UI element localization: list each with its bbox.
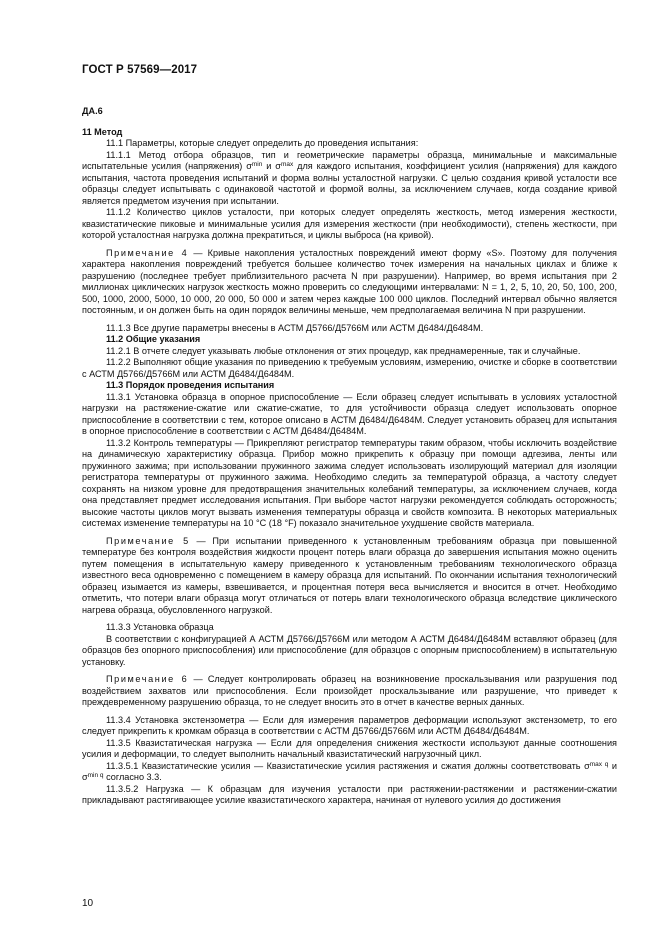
paragraph-11-3-2: 11.3.2 Контроль температуры — Прикрепляют регистратор температуры таким образом, чтобы исключить воздействие на динамическую характеристику образца. Прибор можно прикрепить к образцу при помощи адгезива, ленты или пружинного зажима; при использовании пружинного зажима следует использовать изолирующий материал для изоляции регистратора температуры от пружинного зажима. Необходимо следить за температурой образца, а частоту следует сохранять на низком уровне для предотвращения значительных колебаний температуры, за исключением случаев, когда она представляет предмет исследования испытания. При выборе частот нагрузки рекомендуется соблюдать осторожность; высокие частоты циклов могут вызвать изменения температуры образца и свойств композита. В некоторых материальных системах изменение температуры на 10 °С (18 °F) показало значительное ухудшение свойств материала. <box>82 437 617 528</box>
page-number: 10 <box>82 898 94 909</box>
paragraph-11-1-1: 11.1.1 Метод отбора образцов, тип и геометрические параметры образца, минимальные и максимальные испытательные усилия (напряжения) $\sigma^{min}$ и $\sigma^{max}$ для каждого испытания, коэффициент усилия (напряжения) для каждого испытания, частота проведения испытаний и форма волны усталостной нагрузки. С целью создания кривой усталости все образцы следует испытывать с одинаковой частотой и формой волны, за исключением случаев, когда создание кривой является предметом изучения при испытании. <box>82 149 617 206</box>
document-body <box>82 106 617 807</box>
note-4: Примечание 4 — Кривые накопления усталостных повреждений имеют форму «S». Поэтому для получения характера накопления повреждений требуется большее количество точек измерения на начальных циклах и ближе к разрушению (последнее требует приблизительного расчета N при разрушении). Например, во время испытания при 2 миллионах циклических нагрузок жесткость можно проверить со следующими интервалами: N = 1, 2, 5, 10, 20, 50, 100, 200, 500, 1000, 2000, 5000, 10 000, 20 000, 50 000 и затем через каждые 100 000 циклов. Последний интервал обычно является постоянным, и он должен быть на один порядок величины меньше, чем предполагаемая величина N при разрушении. <box>82 247 617 315</box>
paragraph-11-2-1: 11.2.1 В отчете следует указывать любые отклонения от этих процедур, как преднамеренные, так и случайные. <box>106 345 581 356</box>
subsection-heading-11-3: 11.3 Порядок проведения испытания <box>106 380 275 390</box>
paragraph-11-3-3: 11.3.3 Установка образца <box>106 622 214 632</box>
paragraph-11-3-5-2: 11.3.5.2 Нагрузка — К образцам для изучения усталости при растяжении-растяжении и растяжении-сжатии прикладывают растягивающее усилие квазистатического характера, начиная от нулевого усилия до достижения <box>82 783 617 805</box>
paragraph-11-3-4: 11.3.4 Установка экстензометра — Если для измерения параметров деформации используют экстензометр, то его следует прикрепить к кромкам образца в соответствии с АСТМ Д5766/Д5766М или АСТМ Д6484/Д6484М. <box>82 714 617 736</box>
paragraph-11-1: 11.1 Параметры, которые следует определить до проведения испытания: <box>106 138 419 148</box>
paragraph-11-2-2: 11.2.2 Выполняют общие указания по приведению к требуемым условиям, измерению, очистке и сборке в соответствии с АСТМ Д5766/Д5766М или АСТМ Д6484/Д6484М. <box>82 357 617 379</box>
section-heading: 11 Метод <box>82 126 123 137</box>
note-6: Примечание 6 — Следует контролировать образец на возникновение проскальзывания или разрушения под воздействием захватов или приспособления. Если произойдет проскальзывание или разрушение, что приведет к преждевременному разрушению образца, то не следует вносить это в отчет в качестве верных данных. <box>82 674 617 707</box>
paragraph-11-3-1: 11.3.1 Установка образца в опорное приспособление — Если образец следует испытывать в условиях усталостной нагрузки на растяжение-сжатие или сжатие-сжатие, то для устойчивости образца следует использовать опорное приспособление в соответствии с тем, которое описано в АСТМ Д6484/Д6484М. Следует установить образец для испытания в опорное приспособление в соответствии с АСТМ Д6484/Д6484М. <box>82 391 617 436</box>
paragraph-11-1-3: 11.1.3 Все другие параметры внесены в АСТМ Д5766/Д5766М или АСТМ Д6484/Д6484М. <box>106 322 484 333</box>
paragraph-11-3-3-text: В соответствии с конфигурацией А АСТМ Д5766/Д5766М или методом А АСТМ Д6484/Д6484М вставляют образец (для образцов без опорного приспособления) или приспособление (для образцов с опорным приспособлением) в испытательную установку. <box>82 633 617 667</box>
paragraph-11-3-5-1: 11.3.5.1 Квазистатические усилия — Квазистатические усилия растяжения и сжатия должны соответствовать $\sigma^{max q}$ и $\sigma^{min q}$ согласно 3.3. <box>82 760 617 782</box>
subsection-heading-11-2: 11.2 Общие указания <box>106 334 201 344</box>
paragraph-11-3-5: 11.3.5 Квазистатическая нагрузка — Если для определения снижения жесткости используют данные соотношения усилия и деформации, то следует выполнить начальный квазистатический нагрузочный цикл. <box>82 737 617 759</box>
note-5: Примечание 5 — При испытании приведенного к установленным требованиям образца при повышенной температуре без контроля воздействия жидкости процент потерь влаги образца до завершения испытания можно оценить путем помещения в испытательную камеру приведенного к установленным требованиям технологического образца известного веса одновременно с помещением в камеру образца для испытаний. По окончании испытания технологический образец изымается из камеры, взвешивается, и процентная потеря веса вычисляется и вносится в отчет. Необходимо отметить, что потери влаги образца могут отличаться от потерь влаги технологического образца вследствие циклического нагрева образца, обусловленного нагрузкой. <box>82 535 617 615</box>
paragraph-11-1-2: 11.1.2 Количество циклов усталости, при которых следует определять жесткость, метод измерения жесткости, квазистатические пиковые и минимальные усилия для измерения жесткости (при необходимости), степень жесткости, при которой усталостная нагрузка должна прекратиться, и циклы выброса (на кривой). <box>82 207 617 240</box>
standard-designation: ГОСТ Р 57569—2017 <box>82 64 198 76</box>
appendix-heading: ДА.6 <box>82 106 103 116</box>
